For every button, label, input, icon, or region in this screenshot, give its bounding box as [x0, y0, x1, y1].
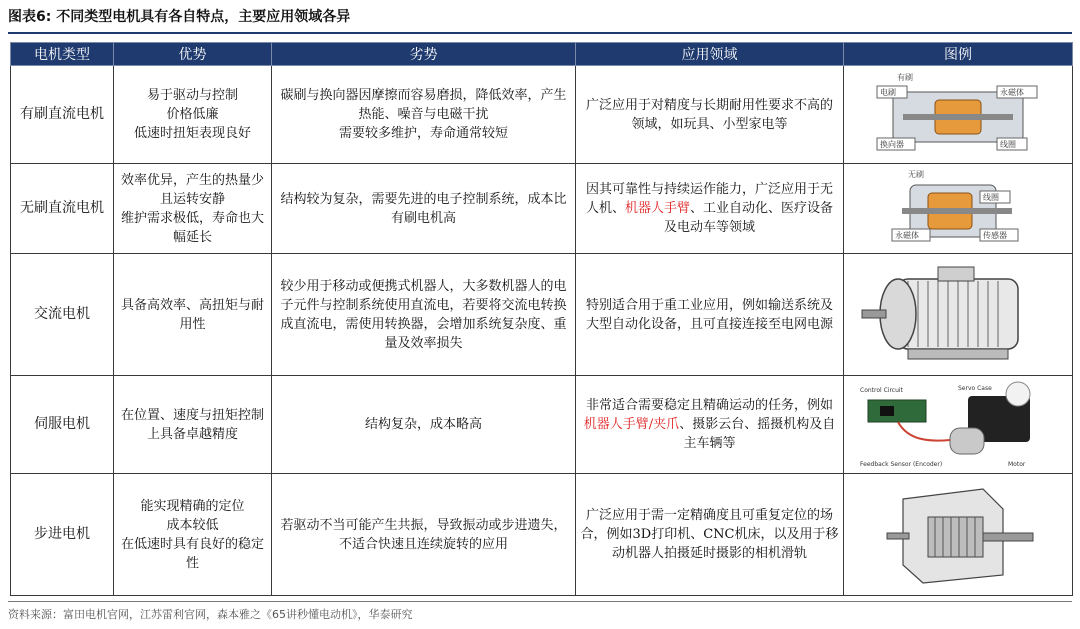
shaft-shape [983, 533, 1033, 541]
advantage-line: 效率优异，产生的热量少且运转安静 [120, 172, 264, 207]
figure-title: 图表6: 不同类型电机具有各自特点，主要应用领域各异 [8, 9, 351, 25]
diagram-label: Control Circuit [860, 386, 903, 394]
header-figure: 图例 [844, 43, 1073, 66]
applications-cell [576, 164, 844, 254]
brushed-dc-motor-diagram [873, 70, 1043, 160]
advantage-line: 具备高效率、高扭矩与耐用性 [120, 297, 264, 332]
header-row [11, 43, 1073, 66]
diagram-header: 无刷 [908, 169, 924, 179]
disadvantages-cell [272, 254, 576, 376]
diagram-label: Motor [1008, 460, 1026, 468]
table-row [11, 254, 1073, 376]
title-divider [8, 32, 1072, 34]
diagram-header: 有刷 [897, 72, 913, 82]
diagram-label: 线圈 [1000, 139, 1016, 149]
advantages-cell [114, 164, 272, 254]
application-line: 广泛应用于需一定精确度且可重复定位的场合，例如3D打印机、CNC机床，以及用于移动机器人拍摄延时摄影的相机滑轨 [580, 508, 839, 561]
diagram-label: Feedback Sensor (Encoder) [860, 460, 943, 468]
header-type: 电机类型 [11, 43, 114, 66]
advantage-line: 价格低廉 [166, 107, 219, 122]
table-row [11, 164, 1073, 254]
source-divider [8, 601, 1072, 602]
applications-cell [576, 66, 844, 164]
shaft-rear-shape [887, 533, 909, 539]
disadvantages-cell [272, 474, 576, 596]
shaft-shape [862, 310, 886, 318]
stepper-motor-diagram [873, 479, 1043, 591]
applications-cell [576, 474, 844, 596]
header-advantages: 优势 [114, 43, 272, 66]
advantages-cell [114, 474, 272, 596]
applications-cell [576, 376, 844, 474]
motor-type: 步进电机 [11, 474, 114, 596]
application-text: 因其可靠性与持续运作能力，广泛应用于无人机、 [585, 182, 833, 216]
motor-comparison-table [10, 42, 1073, 596]
figure-cell [844, 66, 1073, 164]
table-row [11, 66, 1073, 164]
diagram-label: 电刷 [880, 87, 896, 97]
advantages-cell [114, 254, 272, 376]
advantage-line: 易于驱动与控制 [146, 88, 238, 103]
figure-cell [844, 254, 1073, 376]
servo-motor-illustration [858, 380, 1058, 470]
advantage-line: 在位置、速度与扭矩控制上具备卓越精度 [120, 407, 264, 442]
brushless-dc-motor-diagram [888, 167, 1028, 251]
motor-type: 伺服电机 [11, 376, 114, 474]
motor-shape [950, 428, 984, 454]
advantage-line: 维护需求极低，寿命也大幅延长 [120, 210, 264, 245]
terminal-box-shape [938, 267, 974, 281]
chip-shape [880, 406, 894, 416]
servo-horn-shape [1006, 382, 1030, 406]
advantage-line: 能实现精确的定位 [140, 498, 245, 514]
diagram-label: 永磁体 [1000, 87, 1024, 97]
figure-cell [844, 164, 1073, 254]
disadvantage-line: 结构较为复杂，需要先进的电子控制系统，成本比有刷电机高 [280, 191, 567, 226]
motor-type: 交流电机 [11, 254, 114, 376]
table-row [11, 474, 1073, 596]
circuit-board-shape [868, 400, 926, 422]
diagram-label: 线圈 [983, 192, 999, 202]
disadvantages-cell [272, 376, 576, 474]
applications-cell [576, 254, 844, 376]
diagram-label: 永磁体 [895, 230, 919, 240]
header-disadvantages: 劣势 [272, 43, 576, 66]
ac-motor-illustration [858, 259, 1058, 371]
advantage-line: 成本较低 [166, 517, 219, 533]
wire-shape [898, 422, 950, 441]
shaft-shape [902, 208, 1012, 214]
application-line: 特别适合用于重工业应用，例如输送系统及大型自动化设备，且可直接连接至电网电源 [585, 297, 833, 332]
header-applications: 应用领域 [576, 43, 844, 66]
diagram-label: Servo Case [958, 384, 992, 392]
source-note: 资料来源：富田电机官网，江苏雷利官网，森本雅之《65讲秒懂电动机》，华泰研究 [8, 608, 413, 621]
highlight-text: 机器人手臂 [624, 201, 690, 216]
application-line: 广泛应用于对精度与长期耐用性要求不高的领域，如玩具、小型家电等 [585, 97, 833, 132]
diagram-label: 传感器 [983, 230, 1007, 240]
disadvantage-line: 需要较多维护，寿命通常较短 [338, 126, 508, 141]
advantages-cell [114, 66, 272, 164]
table-row [11, 376, 1073, 474]
motor-type: 有刷直流电机 [11, 66, 114, 164]
figure-cell [844, 474, 1073, 596]
disadvantage-line: 较少用于移动或便携式机器人，大多数机器人的电子元件与控制系统使用直流电，若要将交流电转换成直流电，需使用转换器，会增加系统复杂度、重量及效率损失 [280, 278, 567, 351]
application-text: 、工业自动化、医疗设备及电动车等领域 [663, 201, 834, 235]
application-text: 、摄影云台、摇摄机构及自主车辆等 [679, 417, 836, 451]
disadvantages-cell [272, 66, 576, 164]
advantage-line: 低速时扭矩表现良好 [133, 126, 251, 141]
diagram-label: 换向器 [880, 139, 904, 149]
disadvantage-line: 结构复杂，成本略高 [364, 417, 482, 432]
advantage-line: 在低速时具有良好的稳定性 [120, 536, 264, 571]
motor-type: 无刷直流电机 [11, 164, 114, 254]
base-shape [908, 349, 1008, 359]
shaft-shape [903, 114, 1013, 120]
disadvantages-cell [272, 164, 576, 254]
disadvantage-line: 若驱动不当可能产生共振，导致振动或步进遗失，不适合快速且连续旋转的应用 [280, 517, 567, 552]
figure-cell [844, 376, 1073, 474]
highlight-text: 机器人手臂/夹爪 [583, 417, 680, 432]
application-text: 非常适合需要稳定且精确运动的任务，例如 [585, 398, 833, 413]
advantages-cell [114, 376, 272, 474]
disadvantage-line: 碳刷与换向器因摩擦而容易磨损，降低效率，产生热能、噪音与电磁干扰 [280, 88, 567, 122]
